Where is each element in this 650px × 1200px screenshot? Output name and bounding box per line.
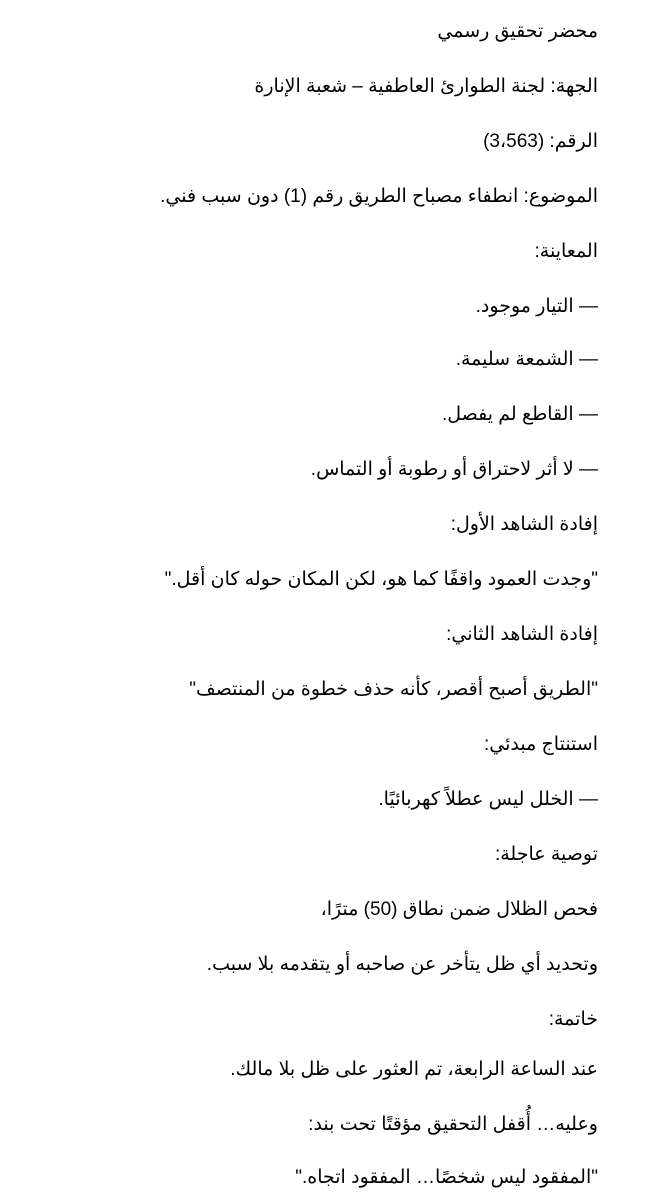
inspection-heading: المعاينة: <box>534 241 598 262</box>
closing-verdict: "المفقود ليس شخصًا… المفقود اتجاه." <box>295 1167 598 1188</box>
witness-two-statement: "الطريق أصبح أقصر، كأنه حذف خطوة من المنتصف" <box>189 679 598 700</box>
closing-heading: خاتمة: <box>548 1009 598 1030</box>
inspection-item: — القاطع لم يفصل. <box>441 404 598 425</box>
witness-two-heading: إفادة الشاهد الثاني: <box>446 624 598 645</box>
inspection-item: — التيار موجود. <box>475 296 598 317</box>
recommendation-line: فحص الظلال ضمن نطاق (50) مترًا، <box>320 899 598 920</box>
witness-one-heading: إفادة الشاهد الأول: <box>450 514 598 535</box>
authority-line: الجهة: لجنة الطوارئ العاطفية – شعبة الإنارة <box>254 76 598 97</box>
inspection-item: — الشمعة سليمة. <box>455 349 598 370</box>
report-title: محضر تحقيق رسمي <box>437 21 598 42</box>
closing-line: وعليه… أُقفل التحقيق مؤقتًا تحت بند: <box>308 1114 598 1135</box>
subject-line: الموضوع: انطفاء مصباح الطريق رقم (1) دون سبب فني. <box>160 186 598 207</box>
recommendation-heading: توصية عاجلة: <box>494 844 598 865</box>
inspection-item: — لا أثر لاحتراق أو رطوبة أو التماس. <box>310 459 598 480</box>
closing-line: عند الساعة الرابعة، تم العثور على ظل بلا مالك. <box>230 1059 598 1080</box>
witness-one-statement: "وجدت العمود واقفًا كما هو، لكن المكان حوله كان أقل." <box>164 569 598 590</box>
reference-number: الرقم: (3،563) <box>483 131 598 152</box>
conclusion-heading: استنتاج مبدئي: <box>483 734 598 755</box>
conclusion-item: — الخلل ليس عطلاً كهربائيًا. <box>378 789 598 810</box>
recommendation-line: وتحديد أي ظل يتأخر عن صاحبه أو يتقدمه بلا سبب. <box>206 954 598 975</box>
